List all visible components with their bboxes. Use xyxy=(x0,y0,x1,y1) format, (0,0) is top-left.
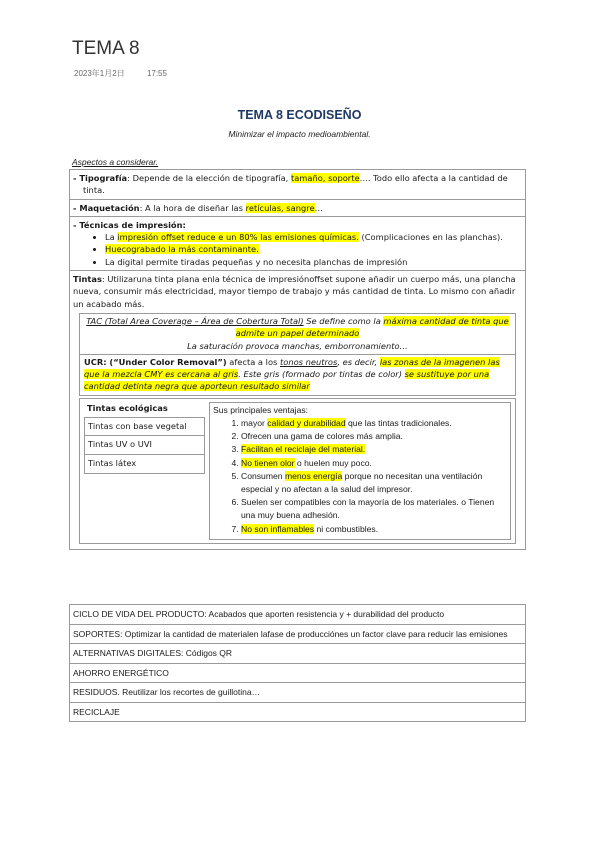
table-row: ALTERNATIVAS DIGITALES: Códigos QR xyxy=(70,644,525,664)
list-item xyxy=(241,417,507,430)
note-title[interactable]: TEMA 8 xyxy=(72,38,140,59)
maquetacion-highlight: retículas, sangre xyxy=(245,202,315,213)
tintas-label: Tintas xyxy=(73,274,102,285)
tipografia-text: : Depende de la elección de tipografía, xyxy=(127,173,291,183)
offset-note: (Complicaciones en las planchas). xyxy=(358,232,503,243)
tac-title: TAC (Total Area Coverage – Área de Cobertura Total) xyxy=(86,315,304,326)
document-heading: TEMA 8 ECODISEÑO xyxy=(237,108,362,122)
eco-inks-table xyxy=(84,402,205,540)
maquetacion-text: : A la hora de diseñar las xyxy=(139,202,246,213)
advantages-box xyxy=(209,402,511,540)
tac-highlight: máxima cantidad de tinta que admite un papel determinado xyxy=(235,315,509,339)
adv-highlight: menos energía xyxy=(284,470,343,481)
ucr-neutral-tones: tonos neutros xyxy=(280,356,338,367)
eco-ink-item: Tintas látex xyxy=(84,455,205,474)
list-item xyxy=(241,496,507,522)
list-item xyxy=(241,523,507,536)
tipografia-label: - Tipografía xyxy=(73,173,128,183)
tipografia-row xyxy=(70,170,525,200)
digital-text: La digital permite tiradas pequeñas y no necesita planchas de impresión xyxy=(105,256,408,267)
eco-ink-item: Tintas con base vegetal xyxy=(84,417,205,436)
ucr-label: UCR xyxy=(84,356,104,367)
eco-inks-header: Tintas ecológicas xyxy=(87,402,168,413)
list-item xyxy=(241,443,507,456)
ucr-highlight-1: las zonas de la imagenen las que la mezcla CMY es cercana al gris xyxy=(84,356,500,380)
tecnicas-list xyxy=(73,231,522,268)
ucr-text: afecta a los xyxy=(226,356,280,367)
maquetacion-text-end: … xyxy=(314,202,323,213)
offset-highlight: impresión offset reduce e un 80% las emisiones químicas. xyxy=(117,232,359,243)
adv-text: porque no necesitan una ventilación especial y no afectan a la salud del impresor. xyxy=(241,470,483,494)
note-time: 17:55 xyxy=(146,69,167,78)
note-timestamp xyxy=(74,68,167,79)
adv-highlight: Facilitan el reciclaje del material. xyxy=(241,444,366,455)
adv-highlight: calidad y durabilidad xyxy=(267,417,346,428)
document-subtitle: Minimizar el impacto medioambiental. xyxy=(228,129,371,139)
advantages-header: Sus principales ventajas: xyxy=(213,404,309,415)
maquetacion-label: - Maquetación xyxy=(73,202,140,213)
list-item xyxy=(105,231,522,243)
list-item xyxy=(241,457,507,470)
list-item xyxy=(241,430,507,443)
ucr-box xyxy=(79,355,516,396)
eco-inks-box xyxy=(79,398,516,544)
adv-text: que las tintas tradicionales. xyxy=(345,417,452,428)
tintas-row xyxy=(70,271,525,549)
tac-saturation: La saturación provoca manchas, emborronamiento… xyxy=(187,340,408,351)
list-item xyxy=(241,470,507,496)
tecnicas-colon: : xyxy=(182,219,186,230)
table-row: AHORRO ENERGÉTICO xyxy=(70,664,525,684)
table-row: CICLO DE VIDA DEL PRODUCTO: Acabados que aporten resistencia y + durabilidad del producto xyxy=(70,605,525,625)
tipografia-text-end: …. Todo ello afecta a la cantidad de tinta. xyxy=(83,173,508,196)
aspects-table xyxy=(69,169,526,550)
adv-text: mayor xyxy=(241,417,268,428)
ucr-text-2: , es decir, xyxy=(337,356,380,367)
huecograbado-highlight: Huecograbado la más contaminante. xyxy=(105,244,259,255)
adv-text: ni combustibles. xyxy=(314,523,379,534)
tipografia-highlight: tamaño, soporte xyxy=(290,173,360,183)
table-row: RECICLAJE xyxy=(73,706,120,717)
list-item xyxy=(105,256,522,268)
adv-text: Consumen xyxy=(241,470,285,481)
adv-text: o huelen muy poco. xyxy=(294,457,372,468)
ucr-text-3: . Este gris (formado por tintas de color) xyxy=(238,369,405,380)
tac-text: Se define como la xyxy=(303,315,384,326)
adv-text: Ofrecen una gama de colores más amplia. xyxy=(241,431,403,442)
tac-box xyxy=(79,313,516,355)
list-item xyxy=(105,243,522,255)
strategies-table xyxy=(69,604,526,722)
adv-highlight: No son inflamables xyxy=(241,523,315,534)
adv-text: Suelen ser compatibles con la mayoría de los materiales. o Tienen una muy buena adhesión. xyxy=(241,497,495,521)
advantages-list xyxy=(213,417,507,536)
tecnicas-row xyxy=(70,217,525,271)
aspects-label: Aspectos a considerar. xyxy=(72,157,159,167)
maquetacion-row xyxy=(70,200,525,217)
adv-highlight: No tienen olor xyxy=(241,457,295,468)
eco-ink-item: Tintas UV o UVI xyxy=(84,436,205,455)
table-row: RESIDUOS. Reutilizar los recortes de guillotina… xyxy=(70,683,525,703)
offset-text: La xyxy=(105,232,118,243)
ucr-highlight-2: se sustituye por una cantidad detinta negra que aporteun resultado similar xyxy=(84,369,490,392)
tintas-text: : Utilizaruna tinta plana enla técnica de impresiónoffset supone añadir un cuerpo más, una plancha nueva, consumir más electricidad, mayor tiempo de trabajo y más cantidad de tinta. Lo mismo con añadir un acabado más. xyxy=(73,274,516,309)
ucr-fullname: : (“Under Color Removal”) xyxy=(103,356,227,367)
table-row: SOPORTES: Optimizar la cantidad de materialen lafase de producciónes un factor clave para reducir las emisiones xyxy=(70,625,525,645)
tecnicas-label: - Técnicas de impresión xyxy=(73,219,183,230)
note-date: 2023年1月2日 xyxy=(74,69,125,78)
